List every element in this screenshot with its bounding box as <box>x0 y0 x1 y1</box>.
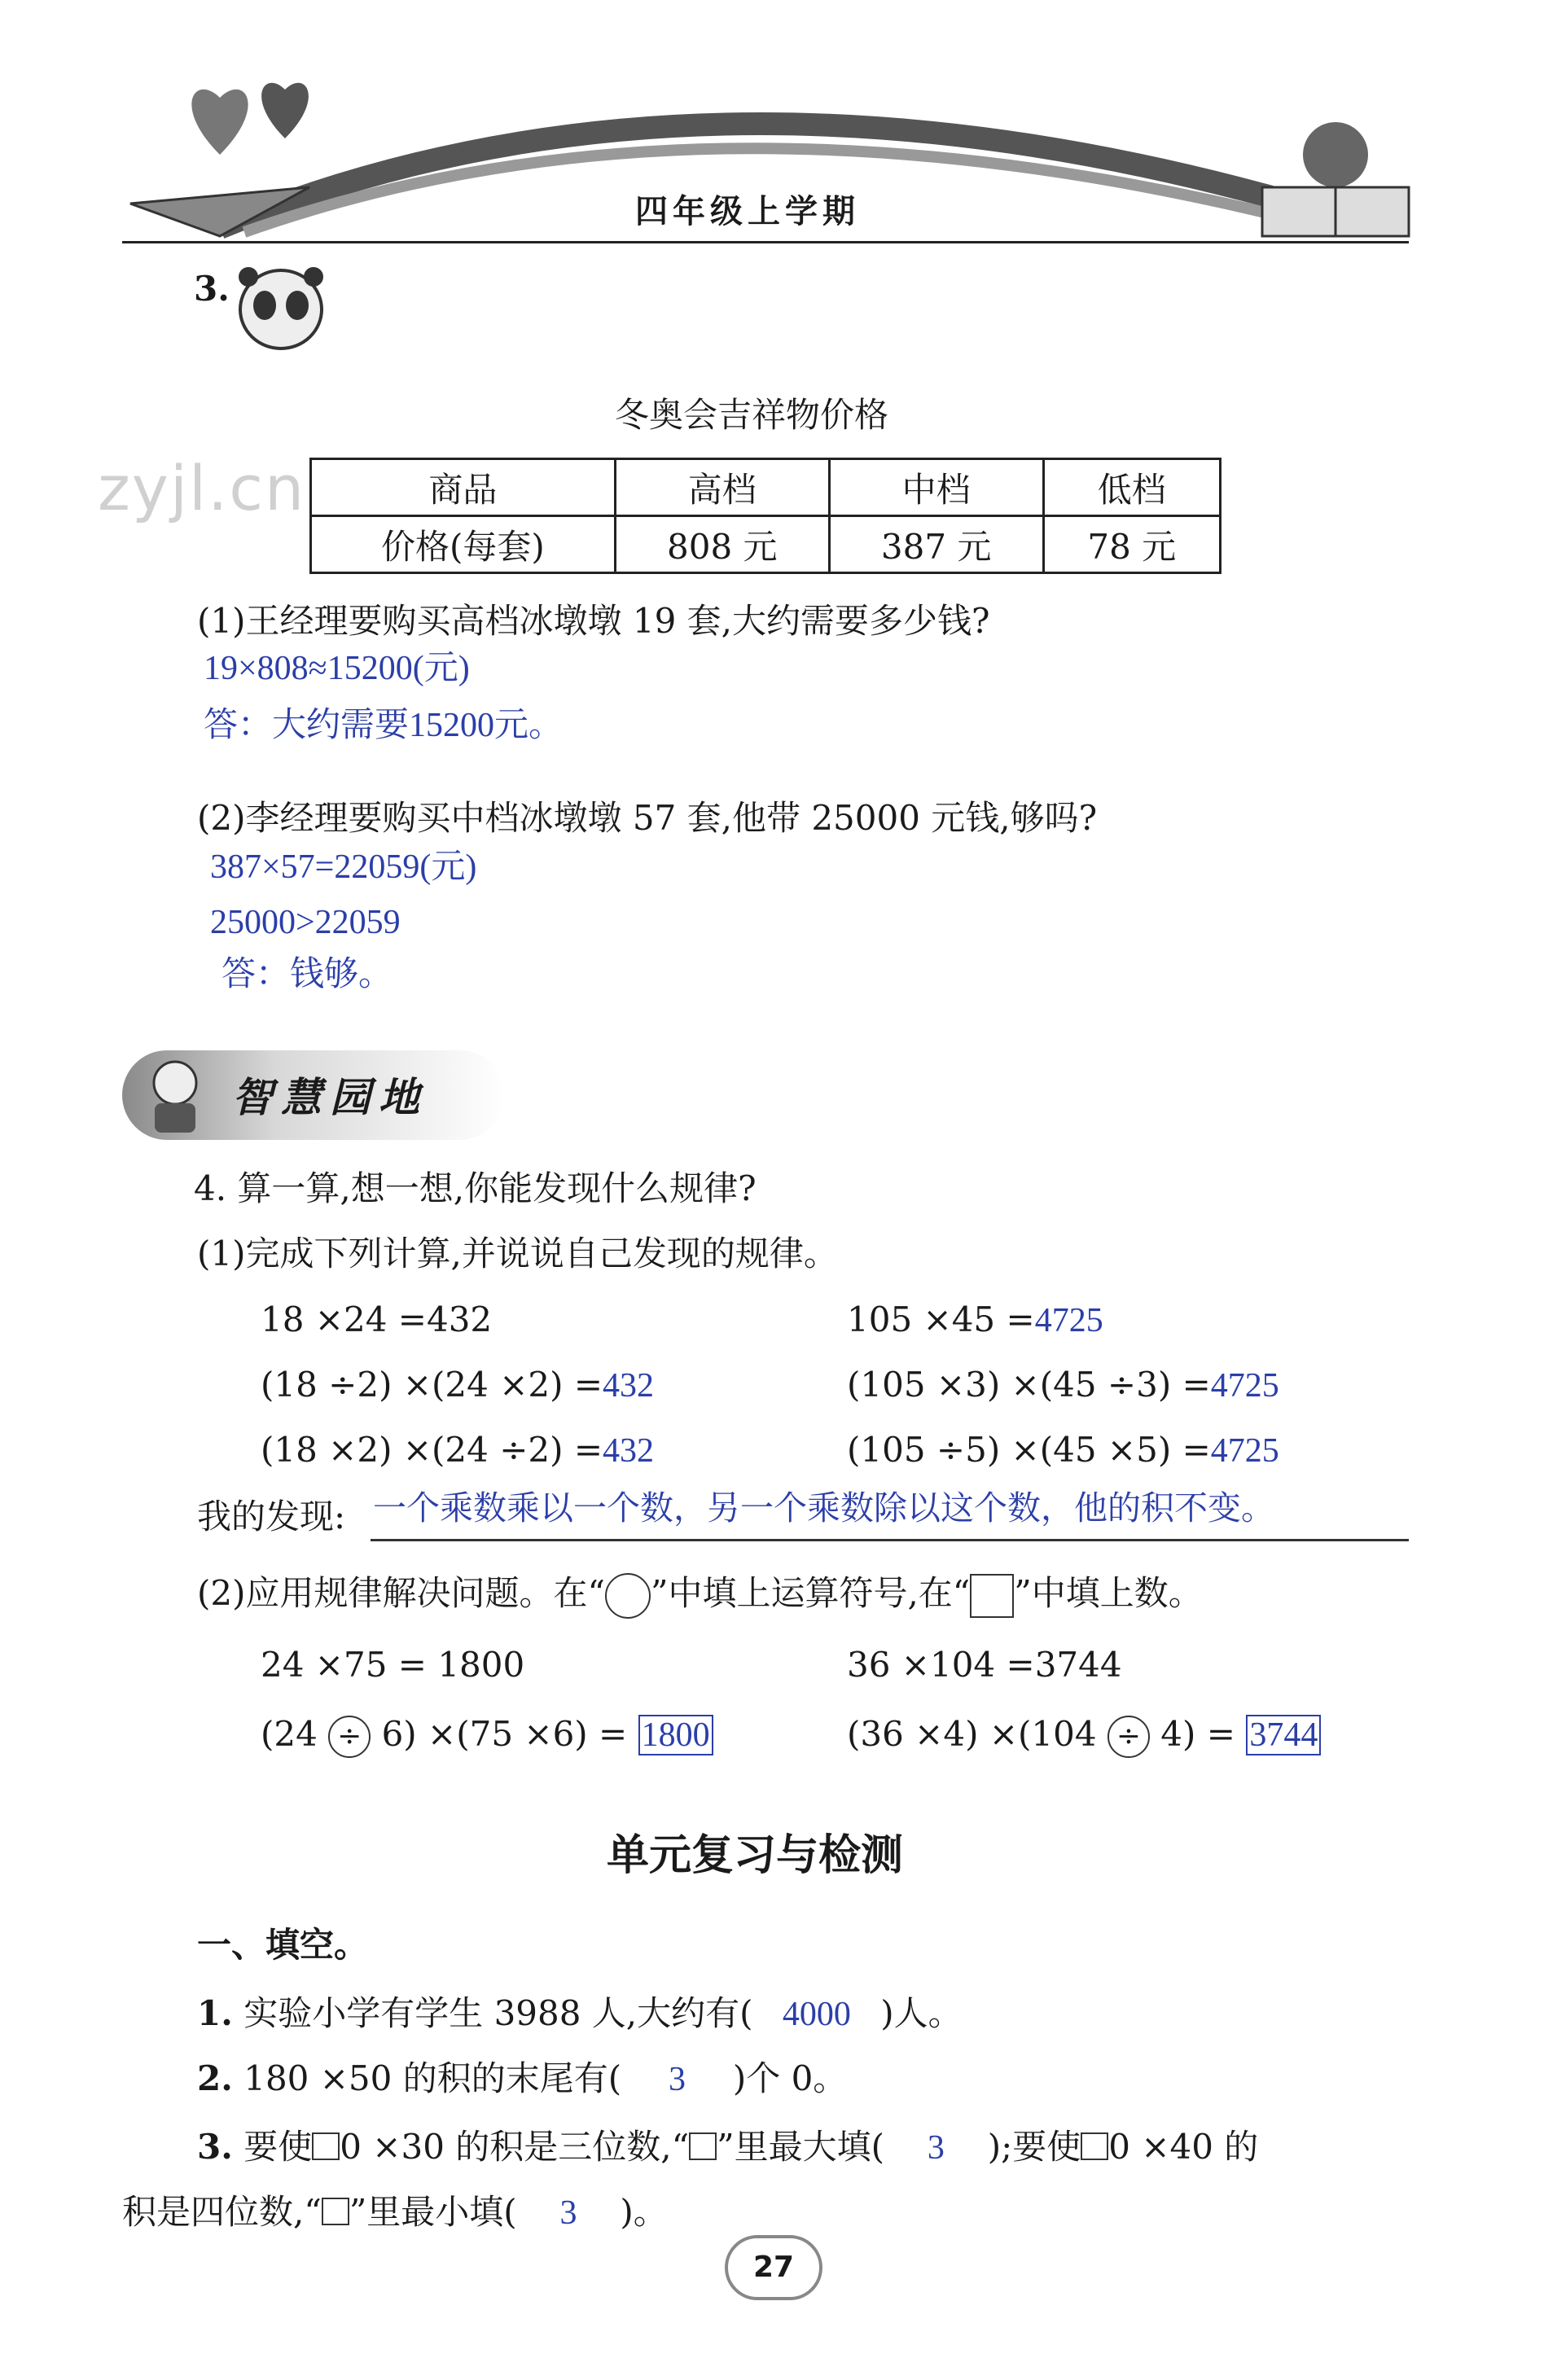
watermark: zyjl.cn <box>98 452 306 524</box>
q4-right-row <box>847 1300 1103 1341</box>
review-item-3-line2 <box>122 2192 668 2233</box>
expression: (105 ×3) ×(45 ÷3) = <box>847 1365 1211 1405</box>
review-item-1 <box>197 1993 963 2035</box>
item-text: 实验小学有学生 3988 人,大约有( <box>243 1993 753 2033</box>
review-title: 单元复习与检测 <box>607 1830 904 1880</box>
q4-left-row <box>261 1300 492 1340</box>
q3-part2-work1: 387×57=22059(元) <box>210 848 477 886</box>
price-table <box>309 458 1221 574</box>
header-title: 四年级上学期 <box>635 193 860 230</box>
item-text: )。 <box>620 2192 668 2232</box>
table-title: 冬奥会吉祥物价格 <box>615 395 889 435</box>
table-cell: 387 元 <box>829 516 1043 573</box>
expr-part: (24 <box>261 1714 318 1754</box>
q4-part2-left-given: 24 ×75 = 1800 <box>261 1645 525 1685</box>
review-item-3-line1 <box>197 2127 1258 2168</box>
q3-part1-question: (1)王经理要购买高档冰墩墩 19 套,大约需要多少钱? <box>197 601 990 641</box>
part-1-heading: 一、填空。 <box>197 1925 369 1965</box>
girl-reading-icon <box>1262 122 1409 236</box>
table-header-cell: 中档 <box>829 459 1043 516</box>
table-header-row <box>311 459 1221 516</box>
item-text: 180 ×50 的积的末尾有( <box>243 2058 622 2098</box>
q3-part2-work2: 25000>22059 <box>210 904 401 941</box>
question-4-title: 4. 算一算,想一想,你能发现什么规律? <box>194 1168 757 1208</box>
heart-balloon-icon <box>191 83 309 155</box>
panda-mascot-icon <box>220 261 342 366</box>
table-row <box>311 516 1221 573</box>
square-placeholder-icon <box>322 2198 349 2225</box>
expression: (18 ×2) ×(24 ÷2) = <box>261 1430 603 1470</box>
answer-value: 432 <box>603 1432 655 1470</box>
q3-part1-work: 19×808≈15200(元) <box>204 650 470 687</box>
question-3-number: 3. <box>194 269 230 309</box>
finding-label: 我的发现: <box>197 1497 346 1536</box>
answer-value: 3 <box>668 2061 686 2098</box>
item-number: 2. <box>197 2058 233 2098</box>
q3-part2-answer: 答：钱够。 <box>221 956 393 993</box>
answer-value: 4000 <box>782 1996 851 2033</box>
answer-box: 1800 <box>638 1715 713 1755</box>
square-placeholder-icon <box>312 2132 340 2160</box>
square-placeholder-icon <box>970 1574 1014 1618</box>
q4-right-row <box>847 1430 1279 1471</box>
table-cell: 价格(每套) <box>311 516 616 573</box>
square-placeholder-icon <box>689 2132 717 2160</box>
finding-text: 一个乘数乘以一个数，另一个乘数除以这个数，他的积不变。 <box>373 1488 1274 1527</box>
q4-part1-title: (1)完成下列计算,并说说自己发现的规律。 <box>197 1234 838 1273</box>
cartoon-boy-icon <box>130 1054 220 1136</box>
finding-underline <box>371 1539 1409 1541</box>
item-text: 0 ×40 的 <box>1108 2127 1259 2167</box>
review-item-2 <box>197 2058 847 2100</box>
expression: 18 ×24 =432 <box>261 1300 493 1339</box>
section-title: 智慧园地 <box>232 1074 428 1121</box>
q4-part2-left-expr <box>261 1714 713 1758</box>
item-text: )人。 <box>880 1993 963 2033</box>
answer-value: 432 <box>603 1367 655 1405</box>
answer-value: 3 <box>559 2194 577 2232</box>
item-text: ”里最大填( <box>717 2127 884 2167</box>
operator-circle: ÷ <box>1107 1716 1150 1758</box>
item-number: 1. <box>197 1993 233 2033</box>
expr-part: 6) ×(75 ×6) = <box>381 1714 628 1754</box>
q4-part2-right-expr <box>847 1714 1321 1758</box>
q4-part2-right-given: 36 ×104 =3744 <box>847 1645 1122 1685</box>
table-header-cell: 高档 <box>615 459 829 516</box>
q4-part2-suffix: ”中填上数。 <box>1014 1573 1203 1613</box>
q4-left-row <box>261 1430 654 1471</box>
item-text: 积是四位数,“ <box>122 2192 322 2232</box>
q3-part1-answer: 答：大约需要15200元。 <box>204 707 564 744</box>
expression: 105 ×45 = <box>847 1300 1035 1339</box>
q3-part2-question: (2)李经理要购买中档冰墩墩 57 套,他带 25000 元钱,够吗? <box>197 798 1098 838</box>
expr-part: 4) = <box>1160 1714 1235 1754</box>
table-header-cell: 低档 <box>1043 459 1220 516</box>
item-number: 3. <box>197 2127 233 2167</box>
answer-value: 3 <box>927 2129 945 2167</box>
answer-value: 4725 <box>1210 1367 1279 1405</box>
table-cell: 808 元 <box>615 516 829 573</box>
operator-circle: ÷ <box>328 1716 371 1758</box>
answer-box: 3744 <box>1246 1715 1321 1755</box>
q4-part2-prefix: (2)应用规律解决问题。在“ <box>197 1573 605 1613</box>
q4-part2-title <box>197 1573 1203 1619</box>
q4-right-row <box>847 1365 1279 1406</box>
q4-part2-mid: ”中填上运算符号,在“ <box>650 1573 971 1613</box>
item-text: )个 0。 <box>732 2058 848 2098</box>
q4-left-row <box>261 1365 654 1406</box>
item-text: ”里最小填( <box>349 2192 517 2232</box>
expression: (18 ÷2) ×(24 ×2) = <box>261 1365 603 1405</box>
item-text: 0 ×30 的积是三位数,“ <box>340 2127 690 2167</box>
square-placeholder-icon <box>1081 2132 1108 2160</box>
circle-placeholder-icon <box>605 1573 651 1619</box>
answer-value: 4725 <box>1210 1432 1279 1470</box>
expr-part: (36 ×4) ×(104 <box>847 1714 1097 1754</box>
item-text: 要使 <box>243 2127 313 2167</box>
header-rule <box>122 241 1409 243</box>
answer-value: 4725 <box>1034 1302 1103 1339</box>
expression: (105 ÷5) ×(45 ×5) = <box>847 1430 1211 1470</box>
table-cell: 78 元 <box>1043 516 1220 573</box>
item-text: );要使 <box>987 2127 1081 2167</box>
table-header-cell: 商品 <box>311 459 616 516</box>
page-number: 27 <box>725 2235 822 2300</box>
